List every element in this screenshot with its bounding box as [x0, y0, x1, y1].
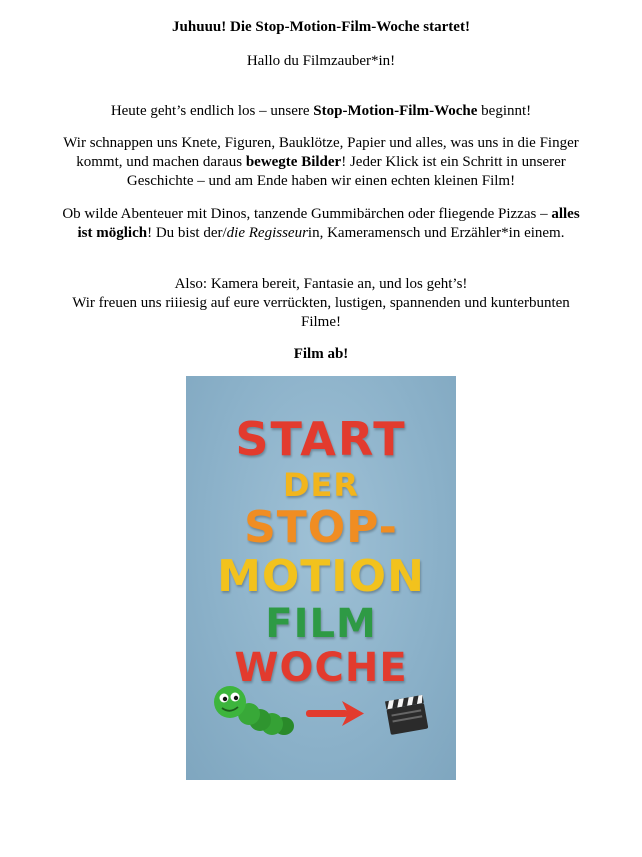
- ideas-text-start: Ob wilde Abenteuer mit Dinos, tanzende Gummibärchen oder fliegende Pizzas –: [62, 206, 552, 222]
- arrow-right-icon: [304, 698, 368, 728]
- materials-text-end: ! Jeder Klick ist ein Schritt in unserer Geschichte – und am Ende haben wir einen echten kleinen Film!: [126, 154, 566, 189]
- intro-text-end: beginnt!: [477, 103, 532, 119]
- ideas-italic-phrase: die Regisseur: [226, 225, 308, 241]
- poster-line-der: DER: [282, 466, 360, 504]
- ideas-text-mid: ! Du bist der/: [147, 225, 227, 241]
- clapperboard-icon: [381, 686, 431, 736]
- ideas-bold-phrase: alles ist möglich: [77, 206, 580, 241]
- cta-line-2: Wir freuen uns riiiesig auf eure verrückten, lustigen, spannenden und kunterbunten Filme!: [72, 295, 570, 330]
- poster-line-start: START: [235, 412, 407, 466]
- materials-bold-phrase: bewegte Bilder: [245, 154, 342, 170]
- paragraph-materials: [60, 134, 582, 191]
- poster-line-stop: STOP-: [244, 502, 398, 553]
- paragraph-intro: [60, 102, 582, 121]
- poster-image: [186, 376, 456, 780]
- intro-text-start: Heute geht’s endlich los – unsere: [110, 103, 314, 119]
- intro-bold-event-name: Stop-Motion-Film-Woche: [313, 103, 478, 119]
- poster-line-motion: MOTION: [217, 551, 425, 602]
- closing-line: Film ab!: [293, 346, 349, 362]
- cta-line-1: Also: Kamera bereit, Fantasie an, und los geht’s!: [174, 276, 468, 292]
- poster-line-film: FILM: [265, 601, 377, 647]
- poster-line-woche: WOCHE: [234, 645, 408, 691]
- caterpillar-icon: [210, 682, 300, 742]
- paragraph-ideas: [60, 205, 582, 243]
- paragraph-call-to-action: [60, 275, 582, 332]
- ideas-text-end: in, Kameramensch und Erzähler*in einem.: [307, 225, 565, 241]
- materials-text-start: Wir schnappen uns Knete, Figuren, Bauklötze, Papier und alles, was uns in die Finger kommt, und machen daraus: [63, 135, 579, 170]
- document-title: Juhuuu! Die Stop-Motion-Film-Woche startet!: [172, 19, 470, 35]
- greeting: Hallo du Filmzauber*in!: [246, 53, 396, 69]
